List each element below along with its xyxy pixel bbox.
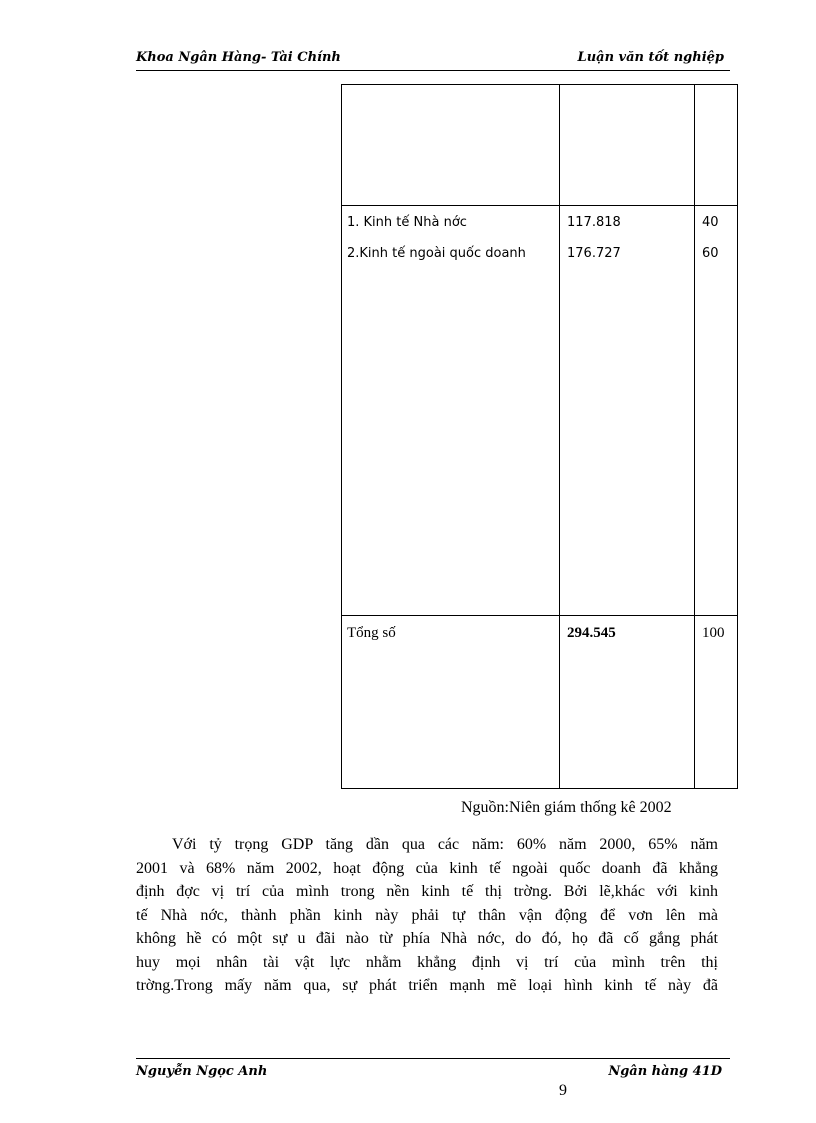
page-footer <box>136 1058 730 1079</box>
total-value: 294.545 <box>567 625 616 641</box>
paragraph-line: tế Nhà nớc, thành phần kinh này phải tự thân vận động để vơn lên mà <box>136 906 718 924</box>
paragraph-line: định đợc vị trí của mình trong nền kinh tế thị trờng. Bởi lẽ,khác với kinh <box>136 883 718 900</box>
paragraph-line: Với tỷ trọng GDP tăng dần qua các năm: 60% năm 2000, 65% năm <box>172 836 718 853</box>
paragraph-line: không hề có một sự u đãi nào từ phía Nhà nớc, do đó, họ đã cố gắng phát <box>136 930 718 947</box>
table-column-divider <box>559 85 560 788</box>
paragraph-line: huy mọi nhân tài vật lực nhằm khẳng định vị trí của mình trên thị <box>136 953 718 971</box>
header-faculty: Khoa Ngân Hàng- Tài Chính <box>136 50 341 65</box>
footer-author: Nguyễn Ngọc Anh <box>136 1064 268 1079</box>
footer-class: Ngân hàng 41D <box>608 1064 722 1079</box>
total-label: Tổng số <box>347 625 396 641</box>
paragraph-line: trờng.Trong mấy năm qua, sự phát triển mạnh mẽ loại hình kinh tế này đã <box>136 977 718 994</box>
row-percent-nonstate: 60 <box>702 246 719 261</box>
table-row-divider <box>342 615 737 616</box>
row-label-nonstate: 2.Kinh tế ngoài quốc doanh <box>347 246 526 261</box>
table-row-divider <box>342 205 737 206</box>
row-percent-state: 40 <box>702 215 719 230</box>
row-value-state: 117.818 <box>567 215 621 230</box>
page-header <box>136 46 730 71</box>
paragraph-line: 2001 và 68% năm 2002, hoạt động của kinh tế ngoài quốc doanh đã khẳng <box>136 859 718 877</box>
page-number: 9 <box>559 1082 567 1099</box>
table-column-divider <box>694 85 695 788</box>
row-label-state: 1. Kinh tế Nhà nớc <box>347 215 467 230</box>
row-value-nonstate: 176.727 <box>567 246 621 261</box>
total-percent: 100 <box>702 625 725 641</box>
header-thesis: Luận văn tốt nghiệp <box>577 50 724 65</box>
body-paragraph <box>136 833 718 998</box>
table-source: Nguồn:Niên giám thống kê 2002 <box>461 799 672 816</box>
gdp-table <box>341 84 738 789</box>
